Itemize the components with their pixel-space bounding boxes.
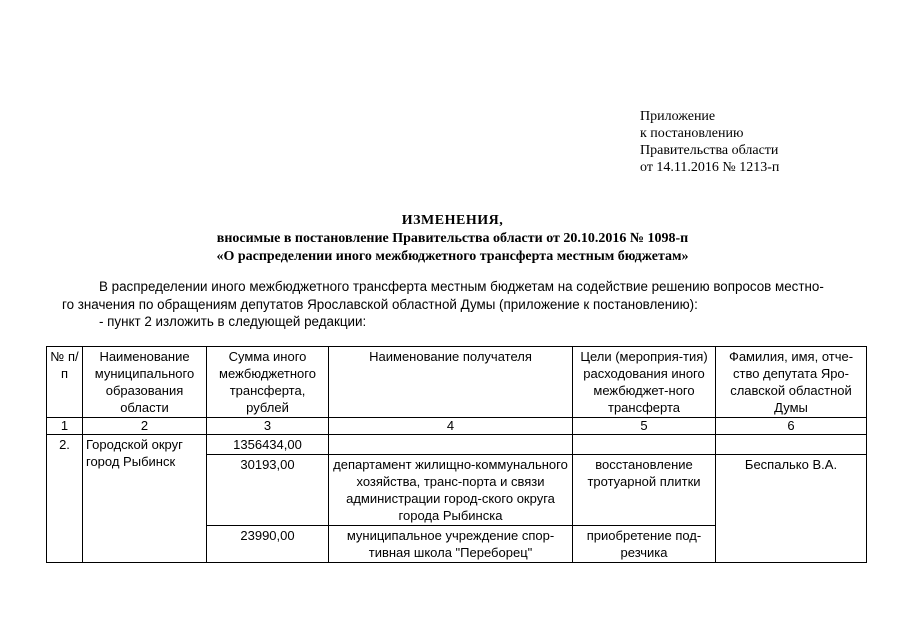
column-number: 1 xyxy=(47,418,83,435)
sum-cell: 30193,00 xyxy=(207,455,329,526)
empty-cell xyxy=(329,435,573,455)
document-heading xyxy=(0,212,905,266)
header-row xyxy=(47,347,867,418)
table-row xyxy=(47,435,867,455)
empty-cell xyxy=(716,435,867,455)
document-subtitle: вносимые в постановление Правительства области от 20.10.2016 № 1098-п xyxy=(216,231,689,246)
appendix-line: Приложение xyxy=(640,109,716,124)
appendix-line: к постановлению xyxy=(640,126,744,141)
column-number: 3 xyxy=(207,418,329,435)
header-cell: Наименование получателя xyxy=(329,347,573,418)
row-number: 2. xyxy=(47,435,83,563)
header-cell: Фамилия, имя, отче-ство депутата Яро-славской областной Думы xyxy=(716,347,867,418)
body-text xyxy=(62,278,852,331)
header-cell: Сумма иного межбюджетного трансферта, рублей xyxy=(207,347,329,418)
document-title: ИЗМЕНЕНИЯ, xyxy=(401,213,504,228)
paragraph: В распределении иного межбюджетного трансферта местным бюджетам на содействие решению вопросов местно- xyxy=(99,279,824,294)
document-subtitle: «О распределении иного межбюджетного трансферта местным бюджетам» xyxy=(216,249,689,264)
recipient-cell: департамент жилищно-коммунального хозяйства, транс-порта и связи администрации город-ского округа города Рыбинска xyxy=(329,455,573,526)
column-number-row xyxy=(47,418,867,435)
purpose-cell: восстановление тротуарной плитки xyxy=(573,455,716,526)
column-number: 4 xyxy=(329,418,573,435)
appendix-line: Правительства области xyxy=(640,143,779,158)
header-cell: Наименование муниципального образования области xyxy=(83,347,207,418)
recipient-cell: муниципальное учреждение спор-тивная школа "Переборец" xyxy=(329,526,573,563)
deputy-cell: Беспалько В.А. xyxy=(716,455,867,563)
header-cell: № п/п xyxy=(47,347,83,418)
sum-cell: 23990,00 xyxy=(207,526,329,563)
appendix-block xyxy=(640,108,779,176)
empty-cell xyxy=(573,435,716,455)
distribution-table xyxy=(46,346,867,563)
header-cell: Цели (мероприя-тия) расходования иного межбюджет-ного трансферта xyxy=(573,347,716,418)
column-number: 2 xyxy=(83,418,207,435)
paragraph: го значения по обращениям депутатов Ярославской областной Думы (приложение к постановлению): xyxy=(62,296,698,312)
column-number: 5 xyxy=(573,418,716,435)
column-number: 6 xyxy=(716,418,867,435)
total-sum-cell: 1356434,00 xyxy=(207,435,329,455)
appendix-line: от 14.11.2016 № 1213-п xyxy=(640,160,780,175)
purpose-cell: приобретение под-резчика xyxy=(573,526,716,563)
paragraph: - пункт 2 изложить в следующей редакции: xyxy=(99,314,367,329)
municipality-cell: Городской округ город Рыбинск xyxy=(83,435,207,563)
